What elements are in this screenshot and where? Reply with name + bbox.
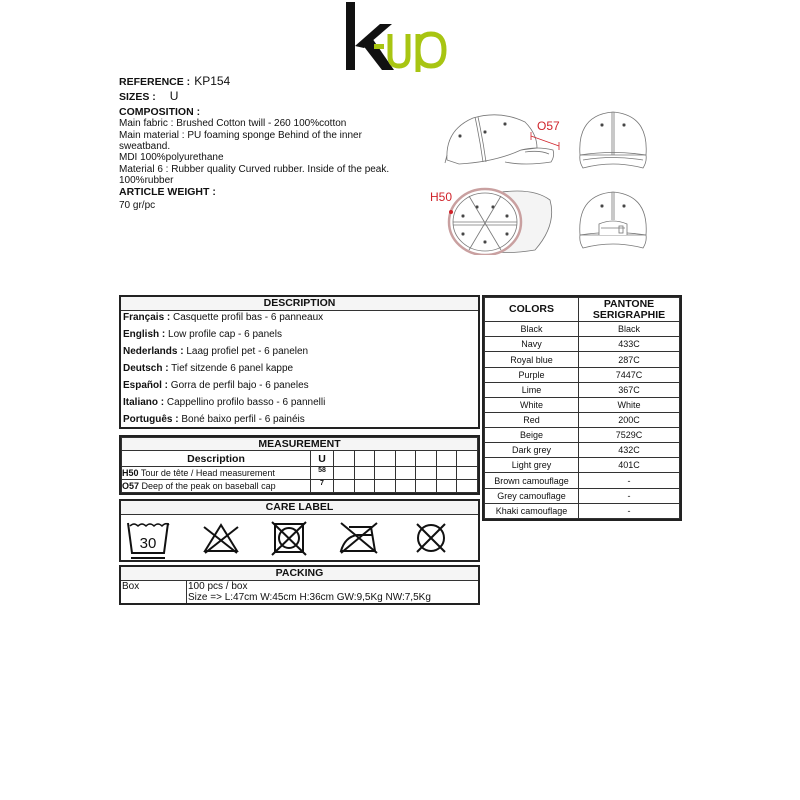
color-name: Royal blue [485, 352, 579, 367]
pantone-code: 200C [579, 412, 680, 427]
composition-line: Main material : PU foaming sponge Behind of the inner [119, 129, 362, 141]
packing-title: PACKING [121, 567, 478, 581]
language-label: Deutsch : [123, 363, 169, 374]
pantone-code: White [579, 397, 680, 412]
composition-line: sweatband. [119, 141, 171, 153]
sizes-label: SIZES : [119, 91, 156, 104]
packing-table [119, 565, 480, 605]
measurement-value: 7 [311, 480, 334, 493]
language-label: Português : [123, 414, 179, 425]
description-table [119, 295, 480, 429]
description-text: Tief sitzende 6 panel kappe [168, 363, 294, 374]
color-name: Navy [485, 337, 579, 352]
description-row [123, 346, 308, 357]
measurement-value: 58 [311, 467, 334, 480]
description-text: Low profile cap - 6 panels [165, 329, 282, 340]
measurement-row [122, 480, 311, 493]
packing-unit: Box [121, 581, 187, 603]
o57-label: O57 [537, 119, 560, 133]
wash-temperature: 30 [139, 535, 157, 552]
color-name: Dark grey [485, 443, 579, 458]
language-label: Italiano : [123, 397, 165, 408]
product-info [119, 76, 419, 211]
care-label-table [119, 499, 480, 562]
description-row [123, 363, 293, 374]
color-name: Lime [485, 382, 579, 397]
pantone-code: - [579, 473, 680, 488]
colors-col-header: COLORS [485, 298, 579, 322]
pantone-code: 7447C [579, 367, 680, 382]
color-row [485, 458, 680, 473]
color-name: Grey camouflage [485, 488, 579, 503]
color-name: White [485, 397, 579, 412]
language-label: Nederlands : [123, 346, 184, 357]
description-text: Gorra de perfil bajo - 6 paneles [168, 380, 309, 391]
cap-back-view [580, 192, 646, 248]
sizes-value: U [169, 89, 179, 104]
description-row [123, 397, 325, 408]
brand-logo [344, 2, 454, 72]
composition-line: Material 6 : Rubber quality Curved rubber. Inside of the peak. [119, 163, 390, 175]
measurement-text: Deep of the peak on baseball cap [139, 481, 276, 491]
color-row [485, 352, 680, 367]
pantone-col-header [579, 298, 680, 322]
reference-value: KP154 [194, 74, 231, 88]
pantone-code: - [579, 503, 680, 518]
color-row [485, 488, 680, 503]
color-row [485, 337, 680, 352]
packing-details [188, 581, 478, 603]
measurement-table [119, 435, 480, 495]
packing-size: Size => L:47cm W:45cm H:36cm GW:9,5Kg NW:7,5Kg [188, 592, 431, 603]
measurement-title: MEASUREMENT [122, 438, 478, 451]
color-name: Red [485, 412, 579, 427]
color-row [485, 367, 680, 382]
pantone-header-line2: SERIGRAPHIE [592, 308, 666, 321]
description-row [123, 312, 323, 323]
description-text: Laag profiel pet - 6 panelen [183, 346, 309, 357]
pantone-code: Black [579, 322, 680, 337]
color-name: Purple [485, 367, 579, 382]
description-text: Boné baixo perfil - 6 painéis [178, 414, 305, 425]
cap-technical-drawings [425, 100, 655, 255]
language-label: English : [123, 329, 166, 340]
color-row [485, 503, 680, 518]
no-dry-clean-icon [411, 517, 451, 557]
measurement-code: H50 [122, 468, 139, 478]
color-name: Light grey [485, 458, 579, 473]
measurement-row [122, 467, 311, 480]
pantone-code: 7529C [579, 428, 680, 443]
wash-30-icon [125, 517, 171, 561]
description-title: DESCRIPTION [121, 297, 478, 311]
packing-quantity: 100 pcs / box [188, 581, 248, 592]
color-row [485, 473, 680, 488]
pantone-code: 287C [579, 352, 680, 367]
color-row [485, 428, 680, 443]
color-name: Beige [485, 428, 579, 443]
reference-label: REFERENCE : [119, 76, 191, 88]
color-name: Brown camouflage [485, 473, 579, 488]
measurement-col-size: U [311, 451, 334, 467]
pantone-code: 432C [579, 443, 680, 458]
description-row [123, 414, 305, 425]
composition-line: 100%rubber [119, 175, 174, 187]
language-label: Français : [123, 312, 171, 323]
measurement-text: Tour de tête / Head measurement [138, 468, 275, 478]
pantone-code: 433C [579, 337, 680, 352]
description-text: Cappellino profilo basso - 6 pannelli [164, 397, 326, 408]
composition-line: Main fabric : Brushed Cotton twill - 260 100%cotton [119, 118, 347, 130]
color-row [485, 322, 680, 337]
care-label-title: CARE LABEL [121, 501, 478, 515]
h50-label: H50 [430, 190, 453, 204]
colors-table [482, 295, 682, 521]
color-row [485, 412, 680, 427]
measurement-col-description: Description [122, 451, 311, 467]
no-bleach-icon [201, 517, 241, 557]
pantone-code: 401C [579, 458, 680, 473]
composition-line: MDI 100%polyurethane [119, 152, 224, 164]
description-text: Casquette profil bas - 6 panneaux [170, 312, 324, 323]
no-iron-icon [337, 517, 381, 557]
measurement-code: O57 [122, 481, 140, 491]
pantone-code: 367C [579, 382, 680, 397]
color-row [485, 443, 680, 458]
pantone-code: - [579, 488, 680, 503]
pantone-header-line1: PANTONE [603, 297, 655, 310]
cap-front-view [580, 112, 646, 168]
description-row [123, 329, 282, 340]
color-name: Khaki camouflage [485, 503, 579, 518]
weight-label: ARTICLE WEIGHT : [119, 185, 216, 198]
weight-value: 70 gr/pc [119, 200, 156, 212]
language-label: Español : [123, 380, 169, 391]
composition-label: COMPOSITION : [119, 105, 201, 118]
color-row [485, 382, 680, 397]
color-row [485, 397, 680, 412]
no-tumble-dry-icon [269, 517, 309, 557]
cap-under-view [449, 189, 552, 255]
color-name: Black [485, 322, 579, 337]
description-row [123, 380, 309, 391]
